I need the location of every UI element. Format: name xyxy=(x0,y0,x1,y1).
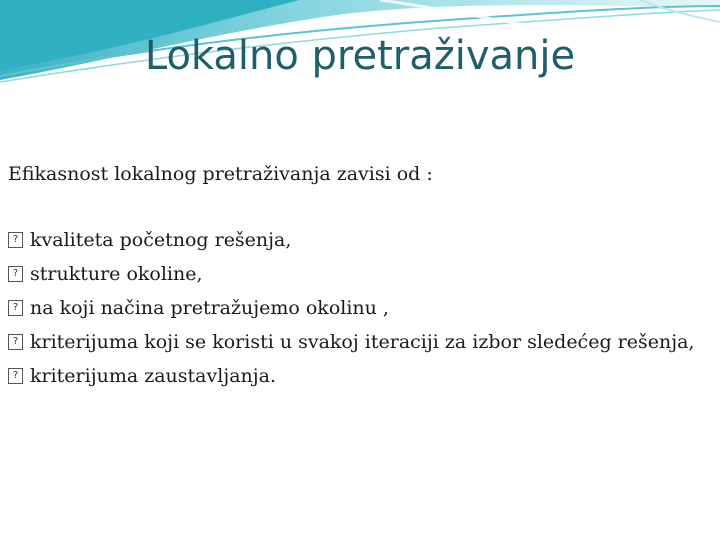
slide-body xyxy=(8,156,708,396)
bullet-text: kvaliteta početnog rešenja, xyxy=(30,229,292,251)
bullet-item xyxy=(8,362,708,390)
bullet-text: kriterijuma koji se koristi u svakoj iteraciji za izbor sledećeg rešenja, xyxy=(30,331,695,353)
bullet-item xyxy=(8,226,708,254)
missing-glyph-box-icon xyxy=(8,300,23,316)
missing-glyph-box-icon xyxy=(8,334,23,350)
bullet-item xyxy=(8,260,708,288)
missing-glyph-box-icon xyxy=(8,232,23,248)
slide-title: Lokalno pretraživanje xyxy=(144,33,576,79)
bullet-text: na koji načina pretražujemo okolinu , xyxy=(30,297,389,319)
bullet-text: strukture okoline, xyxy=(30,263,203,285)
intro-text: Efikasnost lokalnog pretraživanja zavisi od : xyxy=(8,163,433,185)
bullet-item xyxy=(8,328,708,356)
missing-glyph-box-icon xyxy=(8,368,23,384)
bullet-item xyxy=(8,294,708,322)
bullet-list xyxy=(8,226,708,390)
bullet-text: kriterijuma zaustavljanja. xyxy=(30,365,277,387)
missing-glyph-box-icon xyxy=(8,266,23,282)
